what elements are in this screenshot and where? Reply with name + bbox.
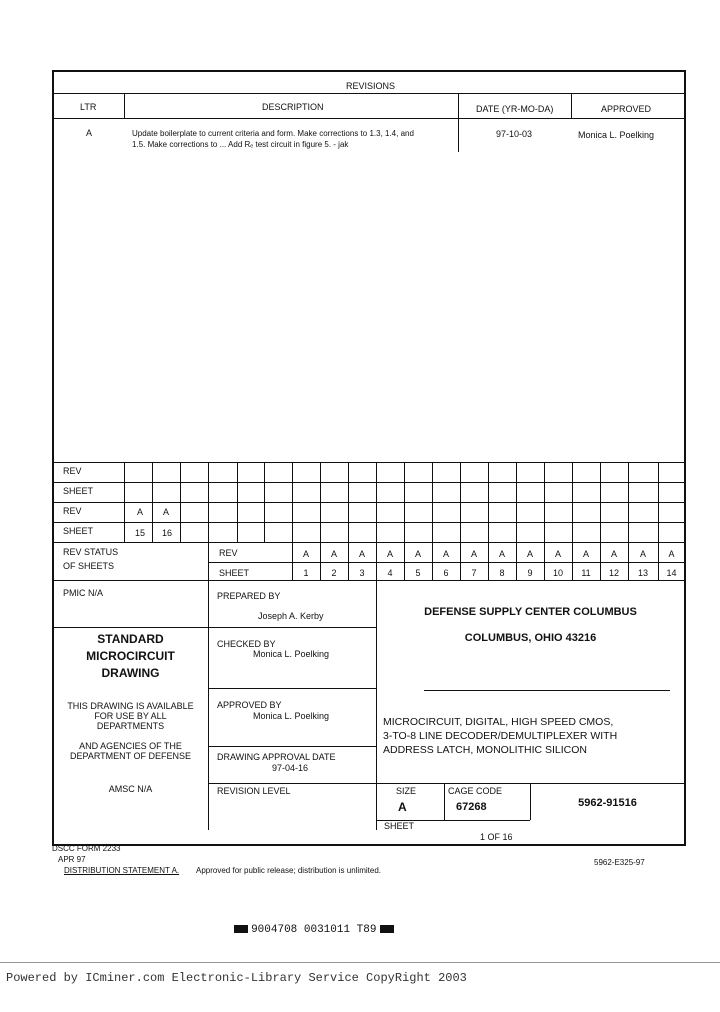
status-sheet-1: 1 [303, 568, 309, 578]
status-rev-4: A [386, 549, 393, 559]
distribution-text: Approved for public release; distribution is unlimited. [196, 866, 381, 875]
status-rev-13: A [639, 549, 646, 559]
form-number: DSCC FORM 2233 [52, 844, 121, 853]
status-sheet-6: 6 [443, 568, 449, 578]
status-sheet-14: 14 [666, 568, 677, 578]
avail-line-4: AND AGENCIES OF THE [79, 741, 182, 751]
status-rev-11: A [582, 549, 589, 559]
agency-name: DEFENSE SUPPLY CENTER COLUMBUS [424, 606, 637, 618]
approved-by-name: Monica L. Poelking [253, 711, 330, 721]
revision-level-label: REVISION LEVEL [217, 786, 291, 796]
status-rev-5: A [414, 549, 421, 559]
rev-header-approved: APPROVED [601, 104, 652, 114]
title-line-1: MICROCIRCUIT, DIGITAL, HIGH SPEED CMOS, [383, 716, 614, 728]
avail-line-2: FOR USE BY ALL [94, 711, 167, 721]
sheet-of: 1 OF 16 [480, 832, 513, 842]
rev-status-label-2: OF SHEETS [63, 561, 115, 571]
grid-rev-a-16: A [163, 507, 170, 517]
revisions-title: REVISIONS [346, 81, 396, 91]
barcode-text: 9004708 0031011 T89 [251, 924, 377, 936]
status-rev-7: A [470, 549, 477, 559]
pmic-label: PMIC N/A [63, 588, 104, 598]
rev-status-rev-label: REV [219, 548, 238, 558]
cage-code-label: CAGE CODE [448, 786, 503, 796]
title-line-2: 3-TO-8 LINE DECODER/DEMULTIPLEXER WITH [383, 730, 618, 742]
grid-rev-label-2: REV [63, 506, 82, 516]
barcode-block-right [380, 925, 394, 933]
cage-code-value: 67268 [456, 801, 487, 813]
avail-line-5: DEPARTMENT OF DEFENSE [69, 751, 192, 761]
amsc-label: AMSC N/A [108, 784, 153, 794]
rev-entry-date: 97-10-03 [496, 129, 533, 139]
sheet-label: SHEET [384, 821, 415, 831]
rev-header-description: DESCRIPTION [262, 102, 324, 112]
grid-sheet-label-2: SHEET [63, 526, 94, 536]
status-sheet-7: 7 [471, 568, 477, 578]
status-sheet-11: 11 [581, 568, 591, 578]
status-rev-3: A [358, 549, 365, 559]
status-sheet-3: 3 [359, 568, 365, 578]
standard-title-1: STANDARD [97, 632, 164, 646]
title-line-3: ADDRESS LATCH, MONOLITHIC SILICON [383, 744, 588, 756]
rev-entry-desc-line1: Update boilerplate to current criteria and form. Make corrections to 1.3, 1.4, and [132, 129, 414, 138]
status-sheet-2: 2 [331, 568, 337, 578]
status-rev-8: A [498, 549, 505, 559]
rev-entry-approved: Monica L. Poelking [578, 130, 655, 140]
prepared-by-label: PREPARED BY [217, 591, 281, 601]
status-rev-1: A [302, 549, 309, 559]
status-rev-6: A [442, 549, 449, 559]
rev-status-label-1: REV STATUS [63, 547, 119, 557]
rev-header-ltr: LTR [80, 102, 97, 112]
checked-by-name: Monica L. Poelking [253, 649, 330, 659]
status-rev-12: A [610, 549, 617, 559]
rev-header-date: DATE (YR-MO-DA) [476, 104, 554, 114]
grid-rev-label-1: REV [63, 466, 82, 476]
avail-line-3: DEPARTMENTS [96, 721, 165, 731]
status-rev-9: A [526, 549, 533, 559]
drawing-number: 5962-91516 [578, 797, 637, 809]
approval-date-label: DRAWING APPROVAL DATE [217, 752, 336, 762]
form-date: APR 97 [58, 855, 86, 864]
status-rev-10: A [554, 549, 561, 559]
avail-line-1: THIS DRAWING IS AVAILABLE [67, 701, 194, 711]
status-sheet-10: 10 [552, 568, 563, 578]
rev-entry-ltr: A [86, 128, 93, 138]
grid-rev-a-15: A [137, 507, 144, 517]
rev-status-sheet-label: SHEET [219, 568, 250, 578]
size-value: A [398, 800, 407, 814]
grid-sheet-15: 15 [135, 528, 146, 538]
status-sheet-12: 12 [608, 568, 619, 578]
checked-by-label: CHECKED BY [217, 639, 276, 649]
status-sheet-8: 8 [499, 568, 505, 578]
grid-sheet-16: 16 [162, 528, 173, 538]
status-rev-14: A [668, 549, 675, 559]
status-rev-2: A [330, 549, 337, 559]
rev-entry-desc-line2: 1.5. Make corrections to ... Add Rₑ test circuit in figure 5. - jak [132, 140, 349, 149]
standard-title-2: MICROCIRCUIT [86, 649, 175, 663]
agency-city: COLUMBUS, OHIO 43216 [464, 632, 597, 644]
approved-by-label: APPROVED BY [217, 700, 282, 710]
distribution-label: DISTRIBUTION STATEMENT A. [64, 866, 180, 875]
size-label: SIZE [396, 786, 417, 796]
grid-sheet-label-1: SHEET [63, 486, 94, 496]
standard-title-3: DRAWING [101, 666, 160, 680]
barcode-block-left [234, 925, 248, 933]
status-sheet-13: 13 [637, 568, 648, 578]
status-sheet-9: 9 [527, 568, 533, 578]
status-sheet-4: 4 [387, 568, 393, 578]
barcode-line [234, 922, 394, 937]
status-sheet-5: 5 [415, 568, 421, 578]
document-code: 5962-E325-97 [594, 858, 645, 867]
approval-date-value: 97-04-16 [272, 763, 309, 773]
prepared-by-name: Joseph A. Kerby [258, 611, 324, 621]
powered-by-footer: Powered by ICminer.com Electronic-Library Service CopyRight 2003 [6, 971, 467, 985]
